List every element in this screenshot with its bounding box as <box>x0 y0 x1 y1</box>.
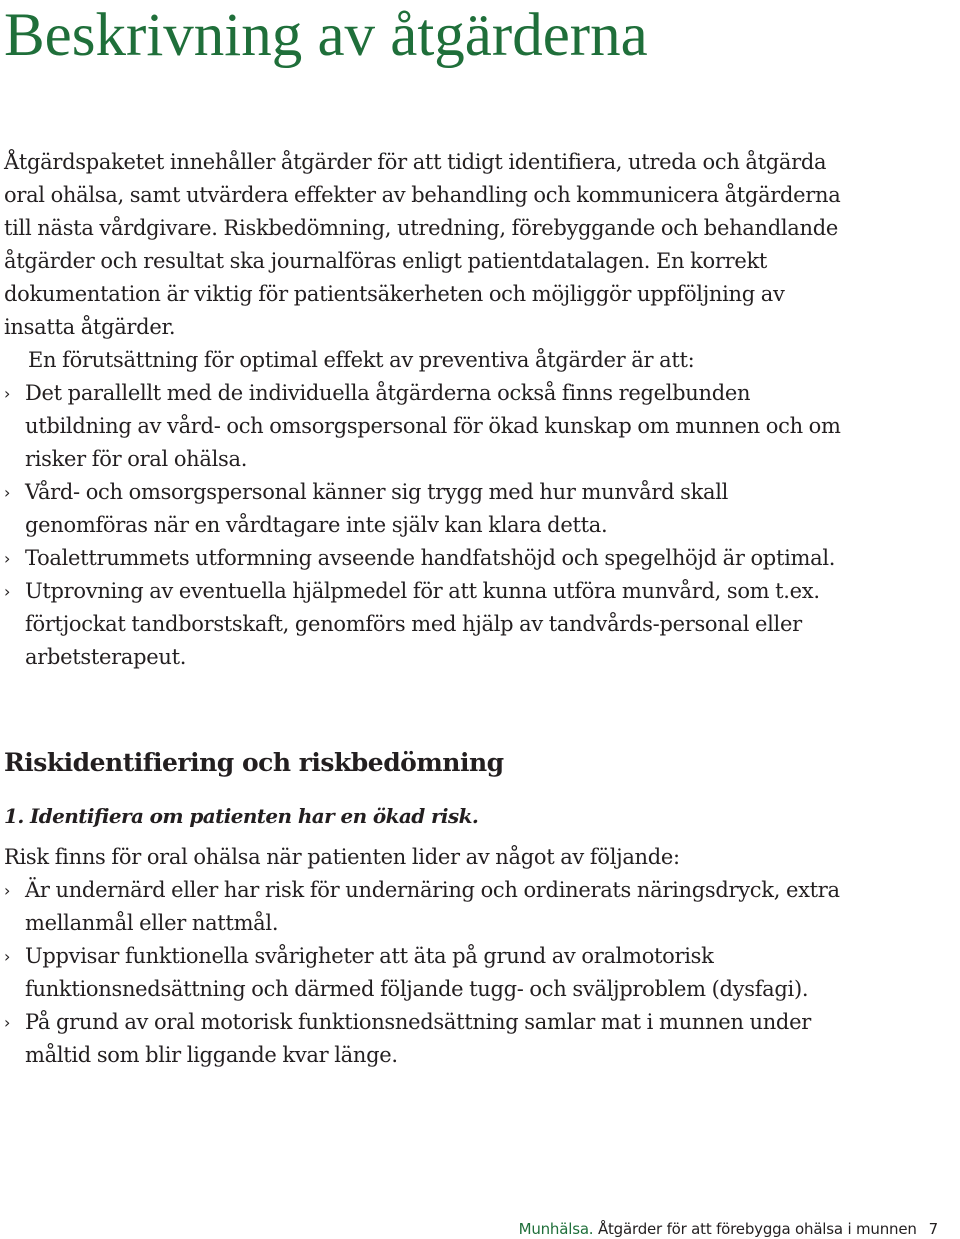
list-item-text: Vård- och omsorgspersonal känner sig trygg med hur munvård skall genomföras när en vårdtagare inte själv kan klara detta. <box>25 480 729 537</box>
list-item <box>4 476 854 542</box>
chevron-right-icon: › <box>4 483 11 502</box>
list-item <box>4 874 854 940</box>
chevron-right-icon: › <box>4 582 11 601</box>
step-heading: 1. Identifiera om patienten har en ökad risk. <box>4 804 479 828</box>
list-item <box>4 542 854 575</box>
list-item-text: Det parallellt med de individuella åtgärderna också finns regelbunden utbildning av vård- och omsorgspersonal för ökad kunskap om munnen och om risker för oral ohälsa. <box>25 381 841 471</box>
list-item <box>4 1006 854 1072</box>
chevron-right-icon: › <box>4 1013 11 1032</box>
list-item <box>4 575 854 674</box>
chevron-right-icon: › <box>4 384 11 403</box>
page-number: 7 <box>928 1220 938 1238</box>
page-title: Beskrivning av åtgärderna <box>4 2 648 69</box>
chevron-right-icon: › <box>4 947 11 966</box>
list-item-text: Är undernärd eller har risk för undernäring och ordinerats näringsdryck, extra mellanmål eller nattmål. <box>25 878 840 935</box>
list-item-text: Toalettrummets utformning avseende handfatshöjd och spegelhöjd är optimal. <box>25 546 836 570</box>
preconditions-list <box>4 377 854 674</box>
preconditions-lead: En förutsättning för optimal effekt av preventiva åtgärder är att: <box>28 348 695 372</box>
chevron-right-icon: › <box>4 549 11 568</box>
risk-list <box>4 874 854 1072</box>
footer-brand: Munhälsa. <box>518 1220 594 1238</box>
list-item-text: Uppvisar funktionella svårigheter att äta på grund av oralmotorisk funktionsnedsättning och därmed följande tugg- och sväljproblem (dysfagi). <box>25 944 809 1001</box>
chevron-right-icon: › <box>4 881 11 900</box>
intro-paragraph: Åtgärdspaketet innehåller åtgärder för att tidigt identifiera, utreda och åtgärda oral ohälsa, samt utvärdera effekter av behandling och kommunicera åtgärderna till nästa vårdgivare. Riskbedömning, utredning, förebyggande och behandlande åtgärder och resultat ska journalföras enligt patientdatalagen. En korrekt dokumentation är viktig för patientsäkerheten och möjliggör uppföljning av insatta åtgärder. <box>4 150 841 339</box>
page-footer <box>519 1219 938 1239</box>
list-item <box>4 940 854 1006</box>
list-item-text: Utprovning av eventuella hjälpmedel för att kunna utföra munvård, som t.ex. förtjockat tandborstskaft, genomförs med hjälp av tandvårds-personal eller arbetsterapeut. <box>25 579 820 669</box>
section-heading: Riskidentifiering och riskbedömning <box>4 748 504 777</box>
footer-text: Åtgärder för att förebygga ohälsa i munnen <box>593 1220 917 1238</box>
risk-lead: Risk finns för oral ohälsa när patienten lider av något av följande: <box>4 845 680 869</box>
list-item-text: På grund av oral motorisk funktionsnedsättning samlar mat i munnen under måltid som blir liggande kvar länge. <box>25 1010 811 1067</box>
list-item <box>4 377 854 476</box>
risk-section <box>4 841 854 1072</box>
intro-section <box>4 146 854 674</box>
